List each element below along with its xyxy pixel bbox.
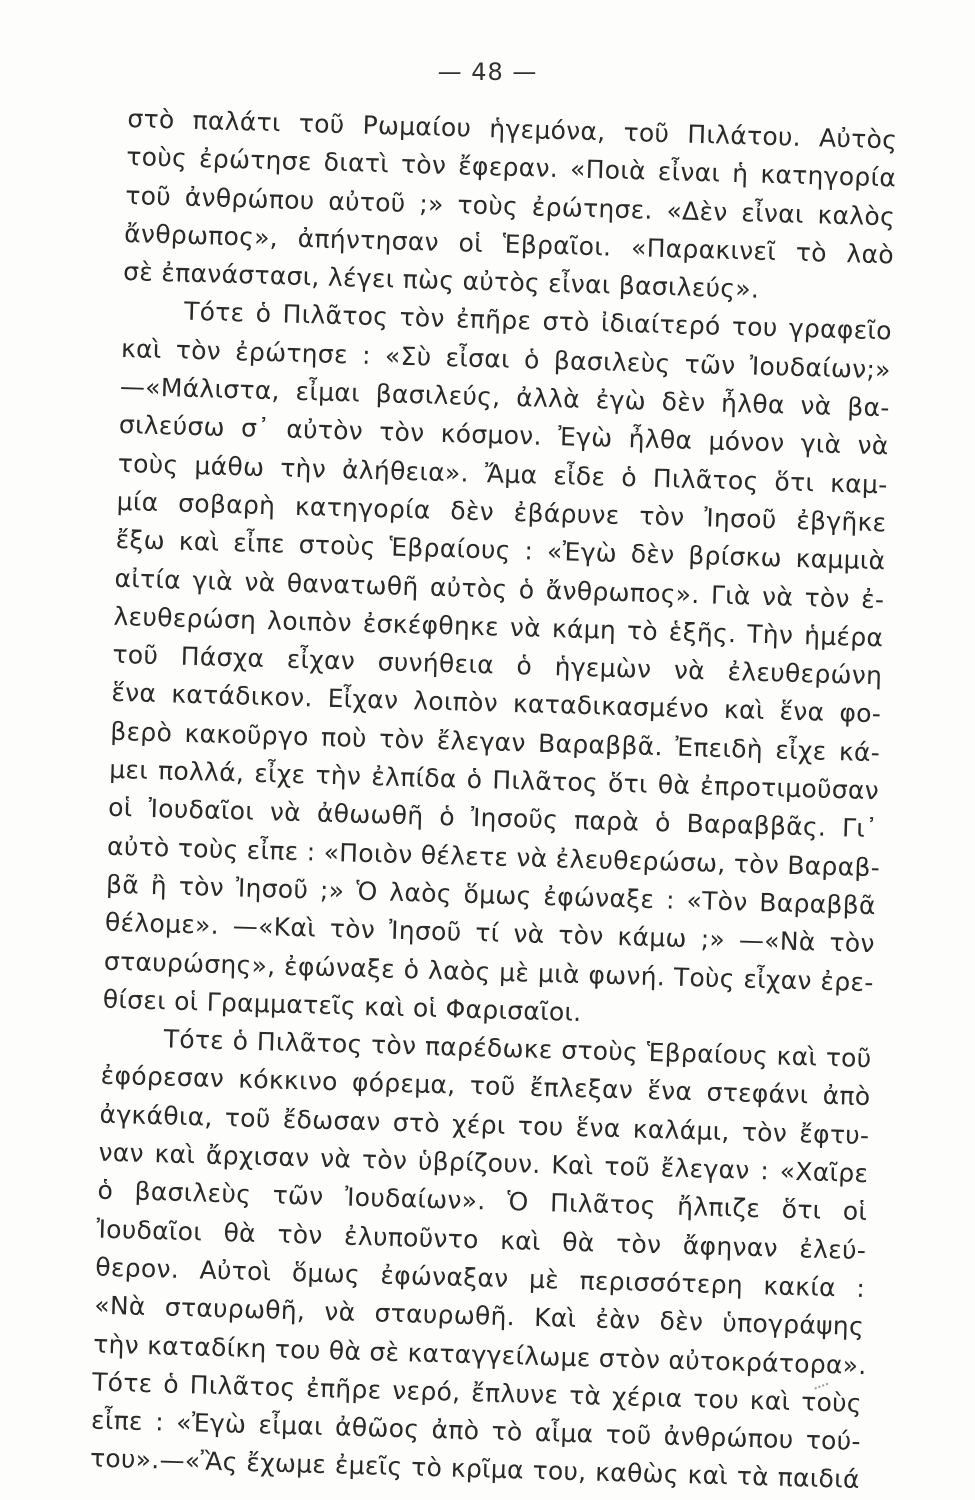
text-line: τοὺς ἐρώτησε διατὶ τὸν ἔφεραν. «Ποιὰ εἶναι ἡ κατηγορία <box>126 142 897 193</box>
text-line: ἀγκάθια, τοῦ ἔδωσαν στὸ χέρι του ἕνα καλάμι, τὸν ἔφτυ- <box>99 1099 870 1150</box>
text-line: «Νὰ σταυρωθῆ, νὰ σταυρωθῆ. Καὶ ἐὰν δὲν ὑπογράψης <box>93 1290 865 1342</box>
text-line: τὴν καταδίκη του θὰ σὲ καταγγείλωμε στὸν αὐτοκράτορα». <box>92 1329 868 1380</box>
text-line: ἄνθρωπος», ἀπήντησαν οἱ Ἑβραῖοι. «Παρακινεῖ τὸ λαὸ <box>123 218 895 270</box>
text-line: βερὸ κακοῦργο ποὺ τὸν ἔλεγαν Βαραββᾶ. Ἐπειδὴ εἶχε κά- <box>109 716 881 767</box>
text-line: οἱ Ἰουδαῖοι νὰ ἀθωωθῆ ὁ Ἰησοῦς παρὰ ὁ Βαραββᾶς. Γι᾽ <box>107 793 879 844</box>
text-line: ἕνα κατάδικον. Εἶχαν λοιπὸν καταδικασμένο καὶ ἕνα φο- <box>111 678 882 729</box>
text-line: εἶπε : «Ἐγὼ εἶμαι ἀθῶος ἀπὸ τὸ αἷμα τοῦ ἀνθρώπου τού- <box>90 1405 862 1457</box>
text-line: ναν καὶ ἄρχισαν νὰ τὸν ὑβρίζουν. Καὶ τοῦ ἔλεγαν : «Χαῖρε <box>98 1137 869 1189</box>
text-line: στὸ παλάτι τοῦ Ρωμαίου ἡγεμόνα, τοῦ Πιλάτου. Αὐτὸς <box>127 103 898 155</box>
text-line: λευθερώση λοιπὸν ἐσκέφθηκε νὰ κάμη τὸ ἑξῆς. Τὴν ἡμέρα <box>113 601 884 653</box>
text-line: καὶ τὸν ἐρώτησε : «Σὺ εἶσαι ὁ βασιλεὺς τῶν Ἰουδαίων;» <box>120 333 892 385</box>
text-line: τοῦ Πάσχα εἶχαν συνήθεια ὁ ἡγεμὼν νὰ ἐλευθερώνη <box>112 639 883 691</box>
text-line: ὁ βασιλεὺς τῶν Ἰουδαίων». Ὁ Πιλᾶτος ἤλπιζε ὅτι οἱ <box>97 1175 868 1227</box>
text-line: ἔξω καὶ εἶπε στοὺς Ἑβραίους : «Ἐγὼ δὲν βρίσκω καμμιὰ <box>115 525 886 576</box>
text-line: —«Μάλιστα, εἶμαι βασιλεύς, ἀλλὰ ἐγὼ δὲν ἦλθα νὰ βα- <box>119 371 891 423</box>
text-line: του».—«Ἂς ἔχωμε ἐμεῖς τὸ κρῖμα του, καθὼς καὶ τὰ παιδιά <box>89 1443 861 1495</box>
text-line: αἰτία γιὰ νὰ θανατωθῆ αὐτὸς ὁ ἄνθρωπος». Γιὰ νὰ τὸν ἐ- <box>114 563 885 614</box>
text-line: θέλομε». —«Καὶ τὸν Ἰησοῦ τί νὰ τὸν κάμω ;» —«Νὰ τὸν <box>104 907 876 959</box>
body-text <box>90 100 898 1500</box>
text-line: θερον. Αὐτοὶ ὅμως ἐφώναξαν μὲ περισσότερη κακία : <box>94 1252 866 1303</box>
text-line: σὲ ἐπανάστασι, λέγει πὼς αὐτὸς εἶναι βασιλεύς». <box>122 257 760 304</box>
text-line: Τότε ὁ Πιλᾶτος τὸν ἐπῆρε στὸ ἰδιαίτερό του γραφεῖο <box>183 297 893 346</box>
text-line: Ἰουδαῖοι θὰ τὸν ἐλυποῦντο καὶ θὰ τὸν ἄφηναν ἐλεύ- <box>96 1214 867 1265</box>
text-line: μει πολλά, εἶχε τὴν ἐλπίδα ὁ Πιλᾶτος ὅτι θὰ ἐπροτιμοῦσαν <box>108 754 880 806</box>
page-number: — 48 — <box>437 58 538 86</box>
text-line: αὐτὸ τοὺς εἶπε : «Ποιὸν θέλετε νὰ ἐλευθερώσω, τὸν Βαραβ- <box>106 831 881 882</box>
text-line: τοὺς μάθω τὴν ἀλήθεια». Ἄμα εἶδε ὁ Πιλᾶτος ὅτι καμ- <box>117 448 888 500</box>
text-line: σιλεύσω σ᾽ αὐτὸν τὸν κόσμον. Ἐγὼ ἦλθα μόνον γιὰ νὰ <box>118 410 890 461</box>
text-line: σταυρώσης», ἐφώναξε ὁ λαὸς μὲ μιὰ φωνή. Τοὺς εἶχαν ἐρε- <box>103 946 875 997</box>
text-line: μία σοβαρὴ κατηγορία δὲν ἐβάρυνε τὸν Ἰησοῦ ἐβγῆκε <box>116 486 887 538</box>
text-line: Τότε ὁ Πιλᾶτος τὸν παρέδωκε στοὺς Ἑβραίους καὶ τοῦ <box>163 1024 872 1074</box>
text-line: θίσει οἱ Γραμματεῖς καὶ οἱ Φαρισαῖοι. <box>102 984 582 1027</box>
text-line: Τότε ὁ Πιλᾶτος ἐπῆρε νερό, ἔπλυνε τὰ χέρια του καὶ τοὺς <box>91 1367 863 1418</box>
text-line: τοῦ ἀνθρώπου αὐτοῦ ;» τοὺς ἐρώτησε. «Δὲν εἶναι καλὸς <box>124 180 896 232</box>
text-line: βᾶ ἢ τὸν Ἰησοῦ ;» Ὁ λαὸς ὅμως ἐφώναξε : «Τὸν Βαραββᾶ <box>105 869 877 921</box>
text-line: ἐφόρεσαν κόκκινο φόρεμα, τοῦ ἔπλεξαν ἕνα στεφάνι ἀπὸ <box>100 1061 871 1112</box>
